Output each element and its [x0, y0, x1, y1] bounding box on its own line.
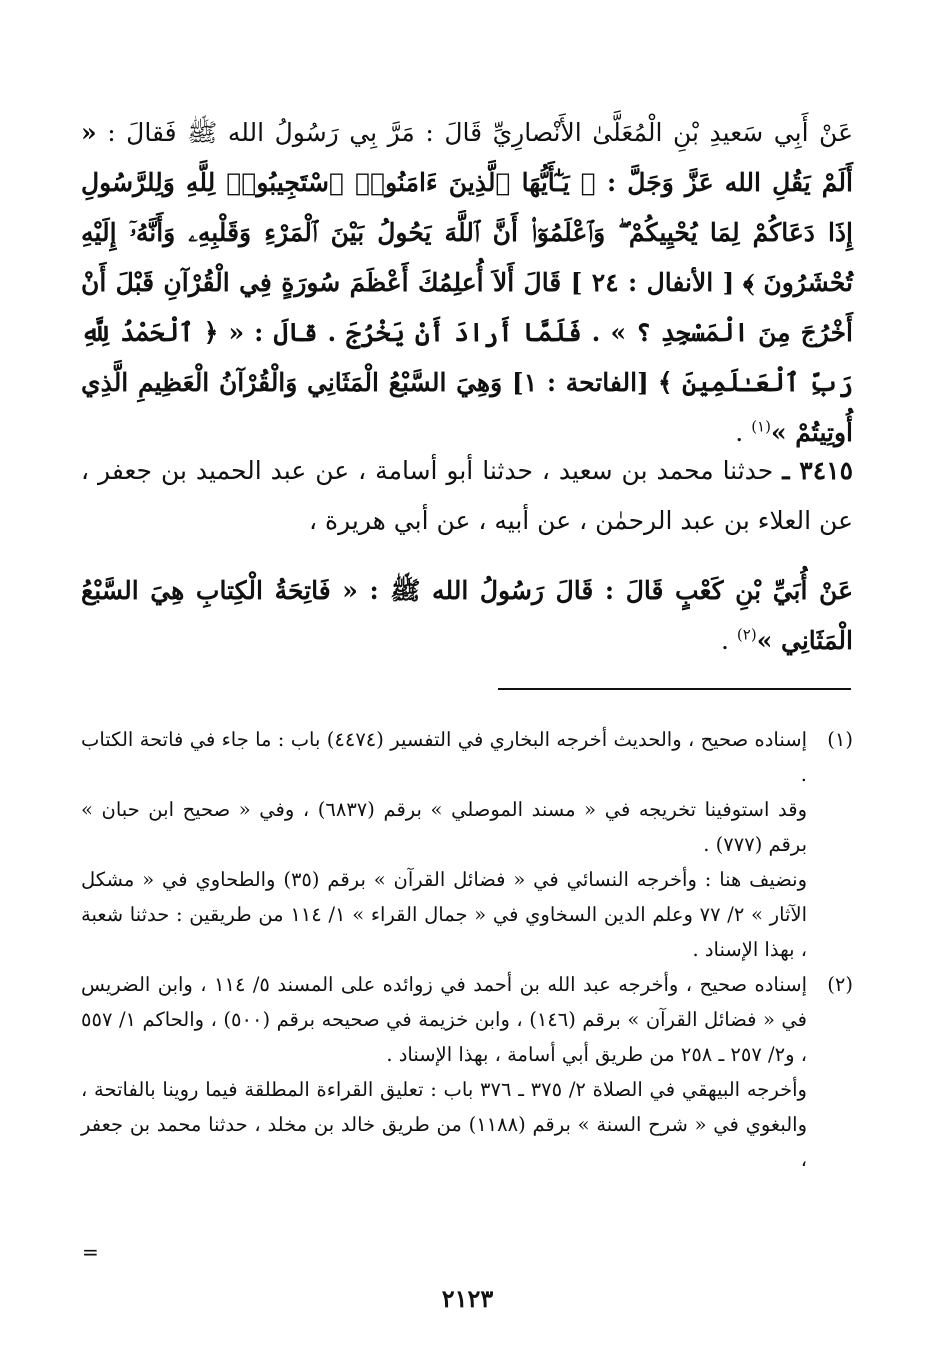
isnad-text: حدثنا محمد بن سعيد ، حدثنا أبو أسامة ، عن عبد الحميد بن جعفر ، عن العلاء بن عبد الرحمٰن ، عن أبيه ، عن أبي هريرة ،: [81, 456, 853, 535]
footnotes: [81, 722, 853, 1177]
hadith-3415-matn: [81, 566, 853, 666]
footnote-paragraph: إسناده صحيح ، وأخرجه عبد الله بن أحمد في زوائده على المسند ٥/ ١١٤ ، وابن الضريس في « فضائل القرآن » برقم (١٤٦) ، وابن خزيمة في صحيحه برقم (٥٠٠) ، والحاكم ١/ ٥٥٧ ، و٢/ ٢٥٧ ـ ٢٥٨ من طريق أبي أسامة ، بهذا الإسناد .: [81, 973, 808, 1066]
matn-text: عَنْ أُبَيِّ بْنِ كَعْبٍ قَالَ : قَالَ رَسُولُ الله ﷺ : « فَاتِحَةُ الْكِتابِ هِيَ السَّبْعُ الْمَثَانِي »: [81, 576, 853, 655]
sentence-end: .: [721, 626, 737, 655]
footnote-number: (١): [827, 728, 853, 751]
footnote-paragraph: وأخرجه البيهقي في الصلاة ٢/ ٣٧٥ ـ ٣٧٦ باب : تعليق القراءة المطلقة فيما روينا بالفاتحة ، والبغوي في « شرح السنة » برقم (١١٨٨) من طريق خالد بن مخلد ، حدثنا محمد بن جعفر ،: [81, 1078, 807, 1171]
hadith-number: ٣٤١٥ ـ: [782, 456, 853, 485]
footnote-ref-2[interactable]: (٢): [736, 625, 757, 644]
footnote-paragraph: ونضيف هنا : وأخرجه النسائي في « فضائل القرآن » برقم (٣٥) والطحاوي في « مشكل الآثار » ٢/ ٧٧ وعلم الدين السخاوي في « جمال القراء » ١/ ١١٤ من طريقين : حدثنا شعبة ، بهذا الإسناد .: [81, 868, 807, 961]
text-line: الْمَسْجِدِ ؟ » . فَلَمَّا أَرادَ أَنْ يَخْرُجَ . قالَ : « ﴿ ٱلْحَمْدُ لِلَّهِ رَبِّ ٱلْعَـٰلَمِينَ ﴾: [81, 318, 853, 397]
hadith-3414: [81, 108, 853, 458]
hadith-3415-isnad: [81, 446, 853, 546]
hadith-text: [81, 108, 853, 458]
page-number: ٢١٢٣: [441, 1284, 494, 1313]
text-line: [الفاتحة : ١] وَهِيَ السَّبْعُ الْمَثَانِي وَالْقُرْآنُ الْعَظِيمِ الَّذِي أُوتِيتُمْ »: [81, 368, 853, 447]
footnote-number: (٢): [827, 973, 853, 996]
footnote-2: [81, 967, 853, 1177]
text-line: يُحْيِيكُمْ ۖ وَٱعْلَمُوٓا۟ أَنَّ ٱللَّهَ يَحُولُ بَيْنَ ٱلْمَرْءِ وَقَلْبِهِۦ وَأَنَّهُۥٓ إِلَيْهِ تُحْشَرُونَ ﴾: [81, 218, 854, 297]
footnote-separator: [498, 688, 851, 690]
footnote-paragraph: وقد استوفينا تخريجه في « مسند الموصلي » برقم (٦٨٣٧) ، وفي « صحيح ابن حبان » برقم (٧٧٧) .: [81, 798, 807, 856]
sentence-end: .: [735, 418, 752, 447]
footnote-ref-1[interactable]: (١): [751, 417, 771, 436]
text-line: « أَلَمْ يَقُلِ الله عَزَّ وَجَلَّ : ﴿ يَـٰٓأَيُّهَا ٱلَّذِينَ ءَامَنُوا۟ ٱسْتَجِيبُوا۟ لِلَّهِ وَلِلرَّسُولِ إِذَا دَعَاكُمْ لِمَا: [81, 118, 853, 247]
text-line: [ الأنفال : ٢٤ ] قَالَ أَلاَ أُعلِمُكَ أَعْظَمَ سُورَةٍ فِي الْقُرْآنِ قَبْلَ أَنْ أَخْرُجَ مِنَ: [81, 268, 853, 347]
continuation-mark: =: [82, 1240, 99, 1264]
text-line: عَنْ أَبِي سَعيدِ بْنِ الْمُعَلَّىٰ الأَنْصارِيِّ قَالَ : مَرَّ بِي رَسُولُ الله ﷺ فَقالَ :: [107, 118, 854, 147]
footnote-1: [81, 722, 853, 967]
footnote-paragraph: إسناده صحيح ، والحديث أخرجه البخاري في التفسير (٤٤٧٤) باب : ما جاء في فاتحة الكتاب .: [81, 728, 807, 786]
